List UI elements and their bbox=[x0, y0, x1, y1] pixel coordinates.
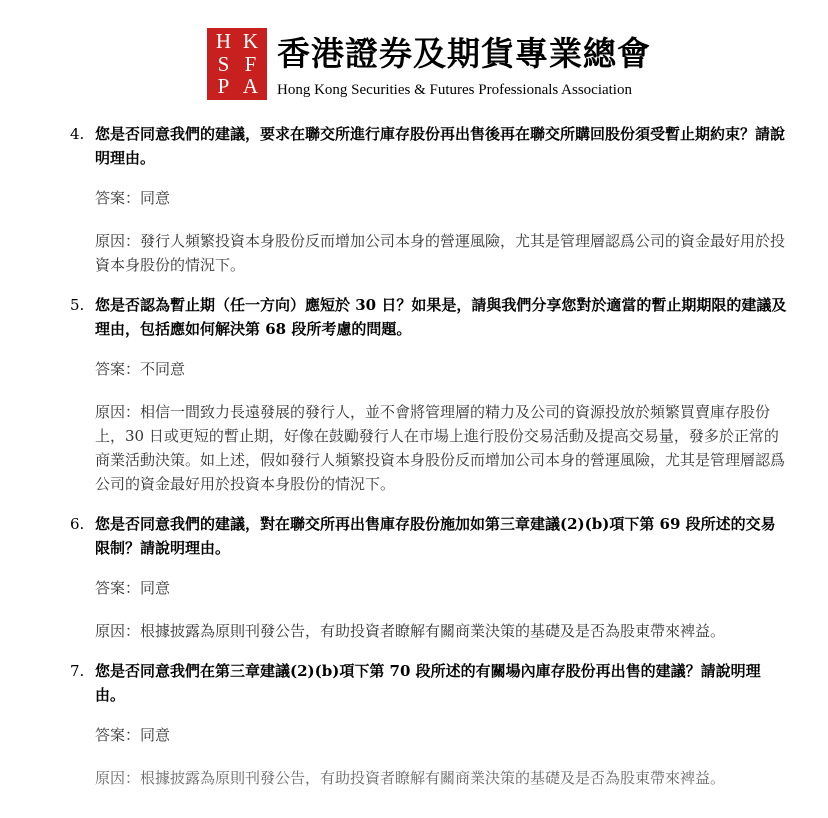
question-body: 您是否認為暫止期（任一方向）應短於 30 日？如果是，請與我們分享您對於適當的暫止期期限的建議及理由，包括應如何解決第 68 段所考慮的問題。 bbox=[95, 296, 787, 338]
question-number: 7. bbox=[70, 662, 85, 680]
question-number: 4. bbox=[70, 125, 85, 143]
question-text bbox=[70, 293, 790, 341]
question-block-5 bbox=[70, 293, 790, 496]
reason-text-cut-off: 原因：根據披露為原則刊發公告，有助投資者瞭解有關商業決策的基礎及是否為股東帶來裨益。 bbox=[95, 769, 726, 787]
logo-letter: P bbox=[217, 74, 230, 99]
question-block-7 bbox=[70, 659, 790, 787]
reason-text: 原因：根據披露為原則刊發公告，有助投資者瞭解有關商業決策的基礎及是否為股東帶來裨益。 bbox=[95, 622, 726, 640]
question-body: 您是否同意我們的建議，要求在聯交所進行庫存股份再出售後再在聯交所購回股份須受暫止期約束？請說明理由。 bbox=[95, 125, 786, 167]
questionnaire-body bbox=[70, 122, 790, 787]
org-name-english: Hong Kong Securities & Futures Professionals Association bbox=[277, 82, 632, 98]
logo-letter: S bbox=[217, 51, 230, 76]
question-body: 您是否同意我們在第三章建議(2)(b)項下第 70 段所述的有關場內庫存股份再出售的建議？請說明理由。 bbox=[95, 662, 761, 704]
logo-letter: K bbox=[242, 29, 259, 53]
org-name-chinese: 香港證券及期貨專業總會 bbox=[277, 34, 651, 73]
answer-text: 答案：同意 bbox=[95, 726, 171, 744]
question-text bbox=[70, 512, 790, 560]
answer-text: 答案：不同意 bbox=[95, 360, 186, 378]
logo-letter: F bbox=[244, 51, 257, 76]
question-block-4 bbox=[70, 122, 790, 277]
question-text bbox=[70, 122, 790, 170]
hkspa-logo bbox=[207, 28, 267, 100]
question-number: 6. bbox=[70, 515, 85, 533]
logo-letter: H bbox=[215, 29, 232, 53]
question-body: 您是否同意我們的建議，對在聯交所再出售庫存股份施加如第三章建議(2)(b)項下第 69 段所述的交易限制？請說明理由。 bbox=[95, 515, 776, 557]
reason-text: 原因：相信一間致力長遠發展的發行人，並不會將管理層的精力及公司的資源投放於頻繁買賣庫存股份上，30 日或更短的暫止期，好像在鼓勵發行人在市場上進行股份交易活動及提高交易量，發多於正常的商業活動決策。如上述，假如發行人頻繁投資本身股份反而增加公司本身的營運風險，尤其是管理層認爲公司的資金最好用於投資本身股份的情況下。 bbox=[95, 403, 786, 493]
logo-letter: A bbox=[242, 74, 259, 99]
reason-text: 原因：發行人頻繁投資本身股份反而增加公司本身的營運風險，尤其是管理層認爲公司的資金最好用於投資本身股份的情況下。 bbox=[95, 232, 786, 274]
letterhead bbox=[207, 28, 651, 102]
answer-text: 答案：同意 bbox=[95, 579, 171, 597]
question-number: 5. bbox=[70, 296, 85, 314]
answer-text: 答案：同意 bbox=[95, 189, 171, 207]
question-block-6 bbox=[70, 512, 790, 643]
question-text bbox=[70, 659, 790, 707]
